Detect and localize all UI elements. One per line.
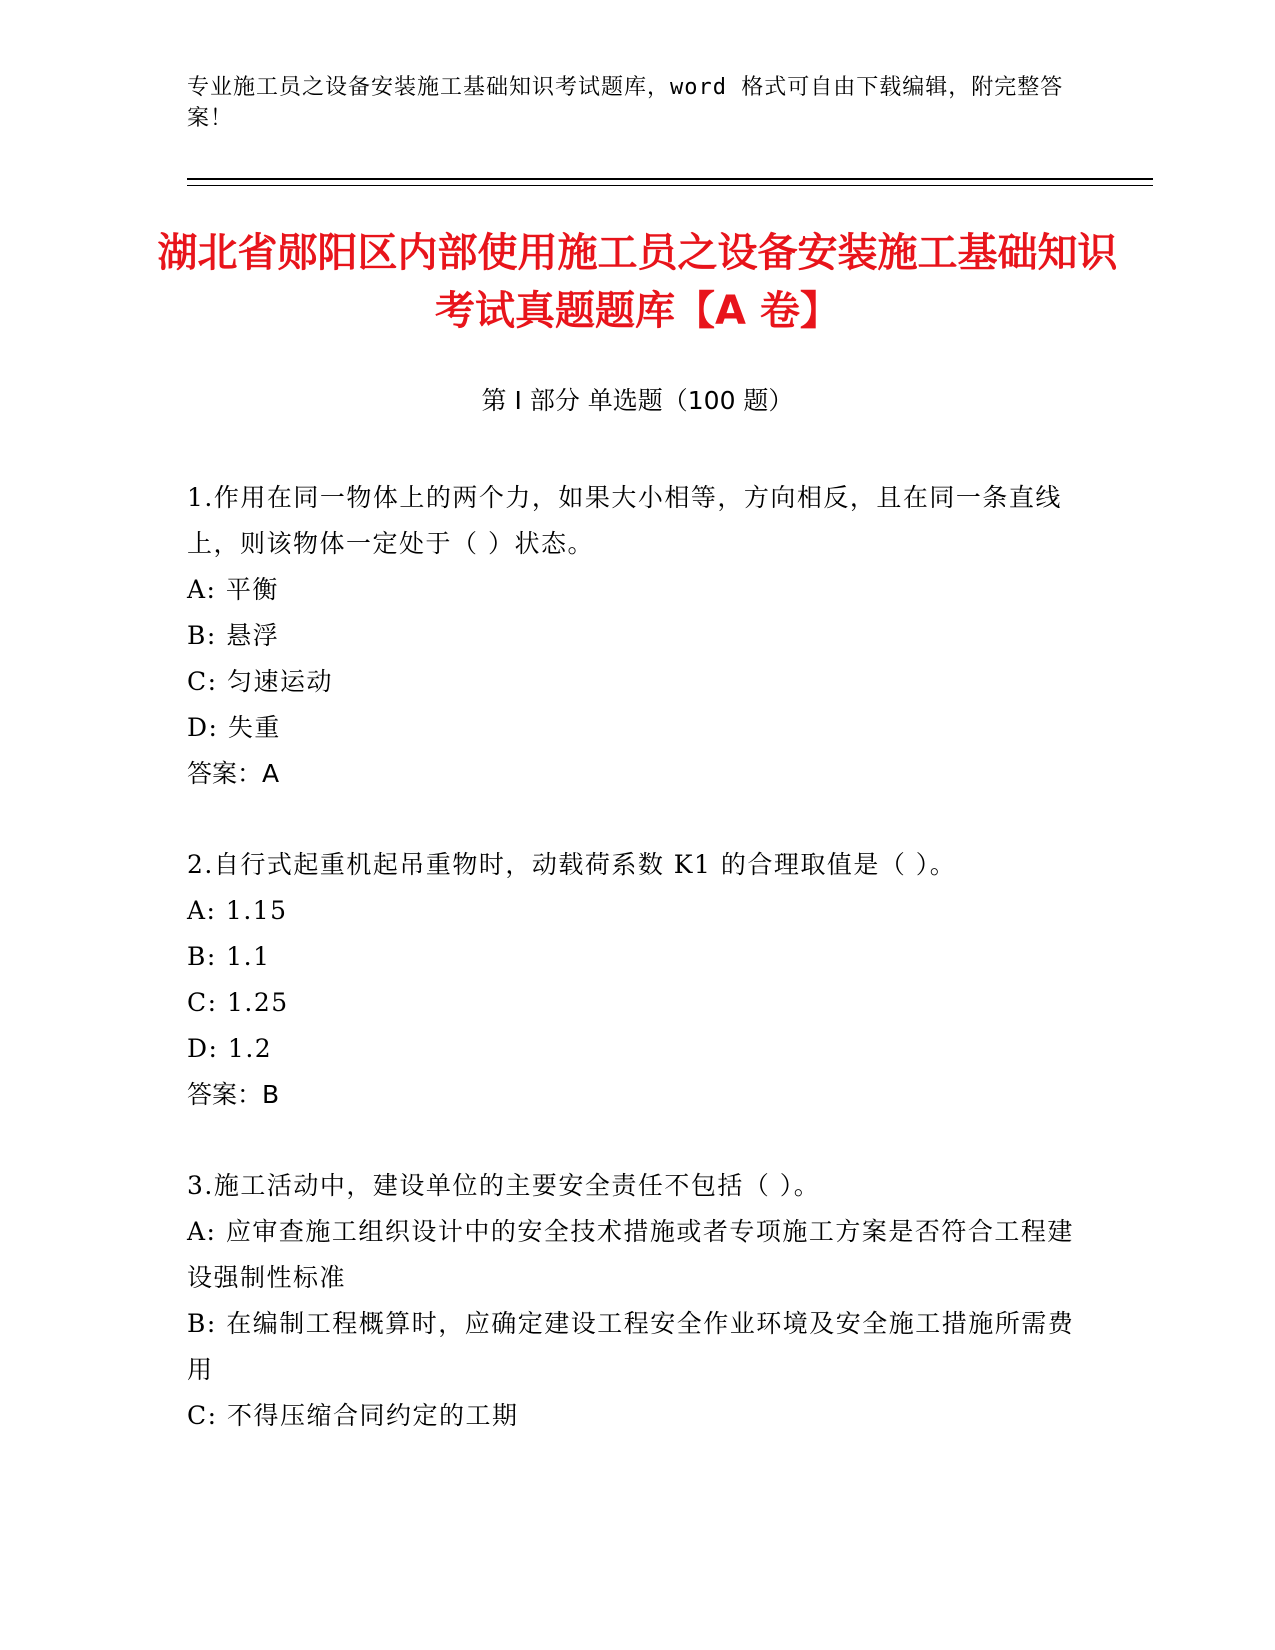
header-note: 专业施工员之设备安装施工基础知识考试题库，word 格式可自由下载编辑，附完整答案！ — [187, 75, 1064, 131]
option-c: C: 不得压缩合同约定的工期 — [187, 1401, 519, 1430]
question-stem: 3.施工活动中，建设单位的主要安全责任不包括（ ）。 — [187, 1171, 821, 1200]
option-a: A: 1.15 — [187, 896, 288, 925]
answer-label: 答案：B — [187, 1080, 280, 1109]
question-2 — [187, 842, 1087, 1118]
option-a: A: 应审查施工组织设计中的安全技术措施或者专项施工方案是否符合工程建设强制性标准 — [187, 1217, 1074, 1292]
header-divider-thin — [187, 185, 1153, 186]
option-b: B: 在编制工程概算时，应确定建设工程安全作业环境及安全施工措施所需费用 — [187, 1309, 1075, 1384]
option-b: B: 1.1 — [187, 942, 271, 971]
option-d: D: 1.2 — [187, 1034, 273, 1063]
question-3 — [187, 1163, 1087, 1439]
question-list — [187, 475, 1087, 1484]
answer-label: 答案：A — [187, 759, 280, 788]
option-b: B: 悬浮 — [187, 621, 280, 650]
header-divider-thick — [187, 178, 1153, 180]
section-title: 第 I 部分 单选题（100 题） — [481, 386, 794, 415]
option-d: D: 失重 — [187, 713, 281, 742]
document-title: 湖北省郧阳区内部使用施工员之设备安装施工基础知识考试真题题库【A 卷】 — [157, 230, 1118, 334]
option-c: C: 1.25 — [187, 988, 289, 1017]
question-stem: 2.自行式起重机起吊重物时，动载荷系数 K1 的合理取值是（ ）。 — [187, 850, 957, 879]
option-c: C: 匀速运动 — [187, 667, 333, 696]
question-stem: 1.作用在同一物体上的两个力，如果大小相等，方向相反，且在同一条直线上，则该物体一定处于（ ）状态。 — [187, 483, 1062, 558]
option-a: A: 平衡 — [187, 575, 279, 604]
question-1 — [187, 475, 1087, 797]
